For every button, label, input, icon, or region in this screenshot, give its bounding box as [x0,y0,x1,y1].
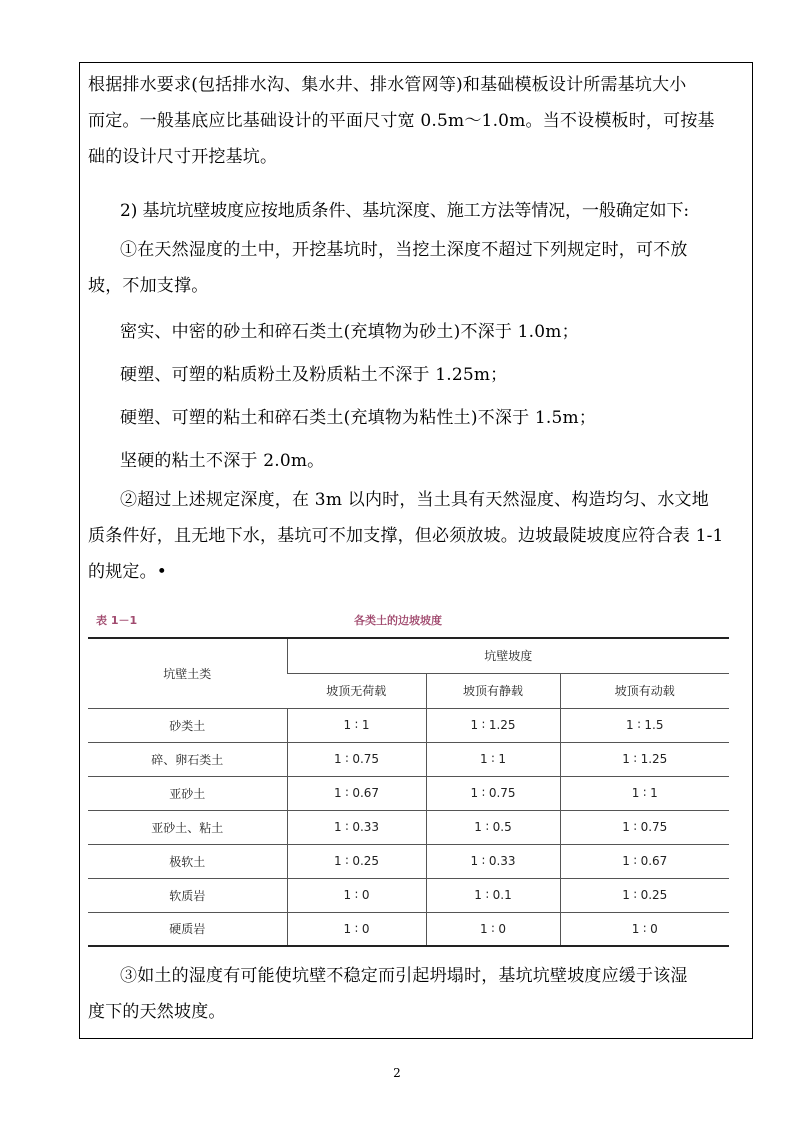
slope-cell: 1 ∶ 0.25 [287,844,426,878]
paragraph-unstable-moisture [88,958,762,1030]
table-number: 表 1－1 [96,614,138,627]
subheader-static-load: 坡顶有静载 [426,673,560,708]
slope-cell: 1 ∶ 0 [426,912,560,946]
paragraph-slope-intro [120,193,794,229]
slope-cell: 1 ∶ 0.33 [426,844,560,878]
slope-cell: 1 ∶ 1 [287,708,426,742]
table-row [88,810,729,844]
text-line: 的规定。• [88,562,168,582]
header-slope: 坑壁坡度 [287,638,729,673]
rule-dense-sand [120,314,794,350]
rule-clay-gravel [120,400,794,436]
subheader-dynamic-load: 坡顶有动载 [560,673,729,708]
text-line: 质条件好，且无地下水，基坑可不加支撑，但必须放坡。边坡最陡坡度应符合表 1-1 [88,526,724,546]
soil-type-cell: 砂类土 [88,708,287,742]
slope-cell: 1 ∶ 0.75 [560,810,729,844]
slope-cell: 1 ∶ 0.33 [287,810,426,844]
paragraph-natural-moisture [88,232,762,304]
slope-cell: 1 ∶ 0.1 [426,878,560,912]
slope-cell: 1 ∶ 0 [287,912,426,946]
soil-type-cell: 亚砂土 [88,776,287,810]
table-row [88,844,729,878]
soil-type-cell: 软质岩 [88,878,287,912]
soil-type-cell: 碎、卵石类土 [88,742,287,776]
text-line: 础的设计尺寸开挖基坑。 [88,147,278,167]
page-number: 2 [393,1066,401,1080]
soil-type-cell: 硬质岩 [88,912,287,946]
text-line: 硬塑、可塑的粘土和碎石类土(充填物为粘性土)不深于 1.5m； [120,408,597,428]
slope-cell: 1 ∶ 0 [560,912,729,946]
paragraph-drainage [88,67,762,175]
rule-hard-clay [120,443,794,479]
slope-cell: 1 ∶ 1 [560,776,729,810]
content-frame [79,62,753,1039]
table-title: 各类土的边坡坡度 [354,614,442,627]
slope-cell: 1 ∶ 0 [287,878,426,912]
text-line: ③如土的湿度有可能使坑壁不稳定而引起坍塌时，基坑坑壁坡度应缓于该湿 [120,966,688,986]
table-row [88,742,729,776]
text-line: 2) 基坑坑壁坡度应按地质条件、基坑深度、施工方法等情况，一般确定如下: [120,201,689,221]
slope-cell: 1 ∶ 0.67 [560,844,729,878]
text-line: 根据排水要求(包括排水沟、集水井、排水管网等)和基础模板设计所需基坑大小 [88,75,687,95]
table-row [88,776,729,810]
text-line: 坡，不加支撑。 [88,276,209,296]
soil-type-cell: 亚砂土、粘土 [88,810,287,844]
table-row [88,708,729,742]
paragraph-exceed-depth [88,482,762,590]
text-line: ②超过上述规定深度，在 3m 以内时，当土具有天然湿度、构造均匀、水文地 [120,490,709,510]
slope-cell: 1 ∶ 0.25 [560,878,729,912]
text-line: 度下的天然坡度。 [88,1002,226,1022]
slope-cell: 1 ∶ 0.5 [426,810,560,844]
table-row [88,912,729,946]
slope-cell: 1 ∶ 0.67 [287,776,426,810]
text-line: ①在天然湿度的土中，开挖基坑时，当挖土深度不超过下列规定时，可不放 [120,240,688,260]
text-line: 硬塑、可塑的粘质粉土及粉质粘土不深于 1.25m； [120,365,508,385]
header-soil-type: 坑壁土类 [88,638,287,708]
slope-cell: 1 ∶ 0.75 [426,776,560,810]
rule-silty-soil [120,357,794,393]
soil-type-cell: 极软土 [88,844,287,878]
slope-cell: 1 ∶ 1.25 [560,742,729,776]
slope-cell: 1 ∶ 1.25 [426,708,560,742]
subheader-no-load: 坡顶无荷载 [287,673,426,708]
slope-cell: 1 ∶ 1 [426,742,560,776]
slope-cell: 1 ∶ 0.75 [287,742,426,776]
text-line: 坚硬的粘土不深于 2.0m。 [120,451,325,471]
text-line: 密实、中密的砂土和碎石类土(充填物为砂土)不深于 1.0m； [120,322,579,342]
slope-cell: 1 ∶ 1.5 [560,708,729,742]
table-row [88,878,729,912]
slope-table [88,637,729,947]
text-line: 而定。一般基底应比基础设计的平面尺寸宽 0.5m～1.0m。当不设模板时，可按基 [88,111,715,131]
